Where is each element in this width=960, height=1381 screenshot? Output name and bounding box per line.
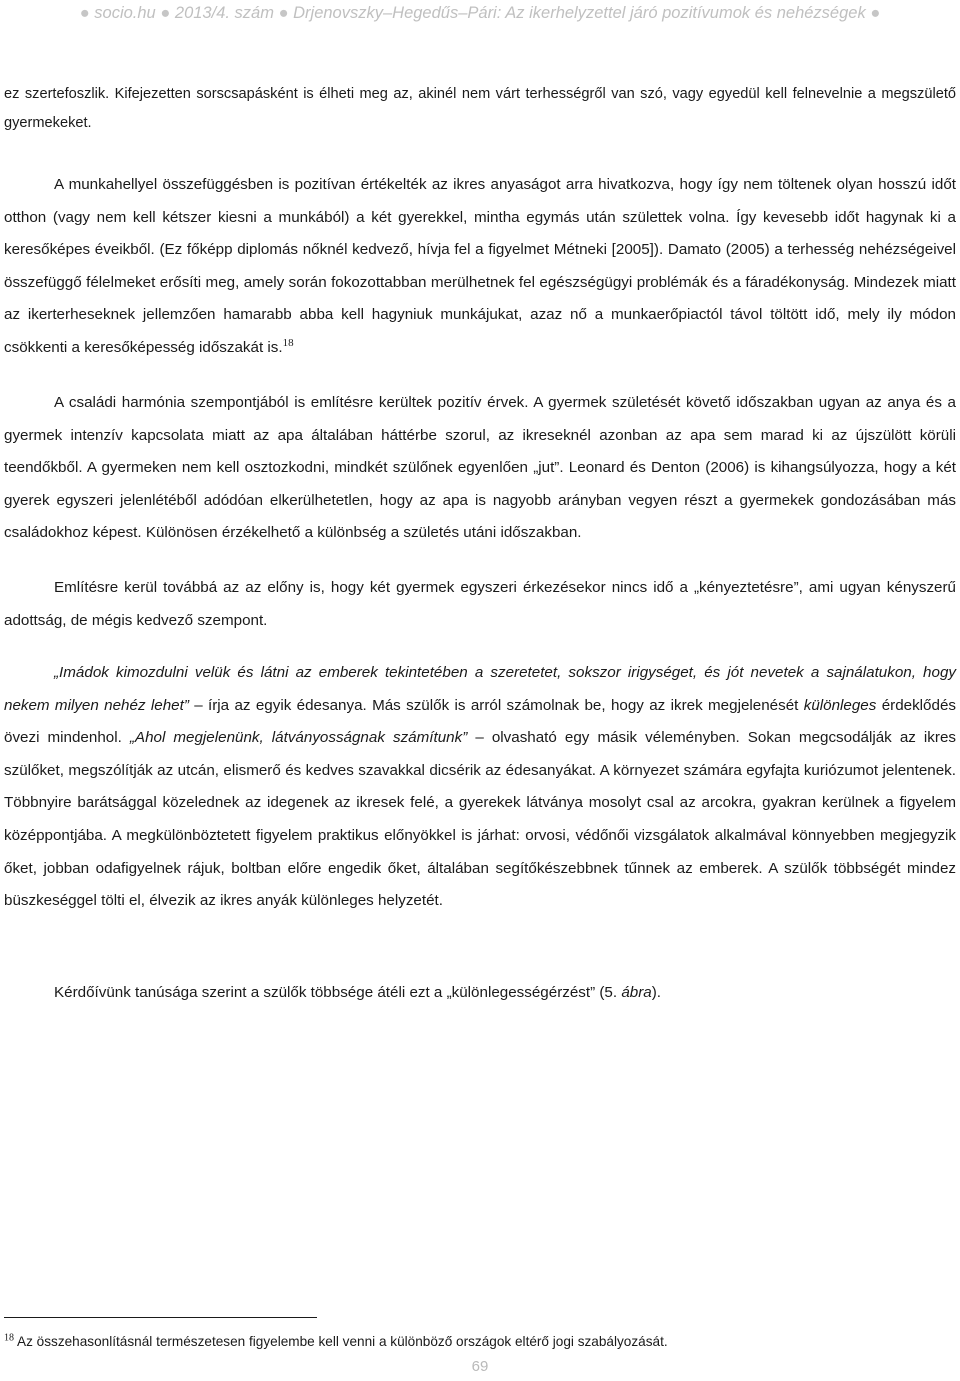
paragraph-3 bbox=[4, 387, 956, 550]
quote-other: „Ahol megjelenünk, látványosságnak számítunk” bbox=[129, 729, 468, 747]
paragraph-6-text: Kérdőívünk tanúsága szerint a szülők többsége átéli ezt a „különlegességérzést” (5. bbox=[54, 984, 622, 1001]
paragraph-5-text-3: – olvasható egy másik véleményben. Sokan megcsodálják az ikres szülőket, megszólítják az utcán, elismerő és kedves szavakkal dicsérik az édesanyákat. A környezet számára egyfajta kuriózumot jelentenek. Többnyire barátsággal közelednek az idegenek az ikresek felé, a gyerekek látványa mosolyt csal az arcokra, gyakran kerülnek a figyelem középpontjába. A megkülönböztetett figyelem praktikus előnyökkel is járhat: orvosi, védőnői vizsgálatok alkalmával könnyebben megjegyzik őket, jobban odafigyelnek rájuk, boltban előre engedik őket, általában segítőkészebbnek tűnnek az emberek. A szülők többségét mindez büszkeséggel tölti el, élvezik az ikres anyák különleges helyzetét. bbox=[4, 729, 957, 910]
header-bullet: ● bbox=[870, 4, 881, 22]
footnote-text: Az összehasonlításnál természetesen figyelembe kell venni a különböző országok eltérő jogi szabályozását. bbox=[14, 1334, 668, 1349]
paragraph-6-end: ). bbox=[651, 984, 662, 1001]
footnote-separator bbox=[4, 1317, 317, 1318]
header-article: Drjenovszky–Hegedűs–Pári: Az ikerhelyzettel járó pozitívumok és nehézségek bbox=[293, 4, 866, 22]
header-bullet: ● bbox=[160, 4, 171, 22]
footnote bbox=[4, 1334, 668, 1349]
figure-word: ábra bbox=[621, 984, 652, 1001]
paragraph-5 bbox=[4, 657, 956, 918]
paragraph-1 bbox=[4, 80, 956, 138]
paragraph-5-text-1: – írja az egyik édesanya. Más szülők is arról számolnak be, hogy az ikrek megjelenését bbox=[188, 696, 804, 714]
footnote-number: 18 bbox=[4, 1332, 14, 1344]
paragraph-5-text-2: érdeklődés övezi mindenhol. bbox=[4, 696, 956, 747]
header-issue: 2013/4. szám bbox=[174, 4, 274, 22]
page-number: 69 bbox=[471, 1358, 489, 1375]
italic-word: különleges bbox=[803, 696, 877, 714]
paragraph-4 bbox=[4, 572, 956, 637]
paragraph-1-text: ez szertefoszlik. Kifejezetten sorscsapásként is élheti meg az, akinél nem várt terhességről van szó, vagy egyedül kell felnevelnie a megszülető gyermekeket. bbox=[4, 86, 956, 131]
paragraph-2-text: A munkahellyel összefüggésben is pozitívan értékelték az ikres anyaságot arra hivatkozva, hogy így nem töltenek olyan hosszú időt otthon (vagy nem kell kétszer kiesni a munkából) a két gyerekkel, mintha egymás után születtek volna. Így kevesebb időt hagynak ki a keresőképes éveikből. (Ez főképp diplomás nőknél kedvező, hívja fel a figyelmet Métneki [2005]). Damato (2005) a terhesség nehézségeivel összefüggő félelmeket erősíti meg, amely során fokozottabban merülhetnek fel egészségügyi problémák és a fáradékonyság. Mindezek miatt az ikerterheseknek jellemzően hamarabb abba kell hagyniuk munkájukat, azaz nő a munkaerőpiactól távol töltött idő, mely ily módon csökkenti a keresőképesség időszakát is. bbox=[4, 176, 956, 356]
header-bullet: ● bbox=[79, 4, 90, 22]
paragraph-3-text: A családi harmónia szempontjából is említésre kerültek pozitív érvek. A gyermek születését követő időszakban ugyan az anya és a gyermek intenzív kapcsolata miatt az apa általában háttérbe szorul, az ikreseknél azonban az apa sem marad ki az újszülött körüli teendőkből. A gyermeken nem kell osztozkodni, mindkét szülőnek egyenlően „jut”. Leonard és Denton (2006) is kihangsúlyozza, hogy a két gyerek egyszeri jelenlétéből adódóan elkerülhetetlen, hogy az apa is nagyobb arányban vegyen részt a gyermekek gondozásában más családokhoz képest. Különösen érzékelhető a különbség a születés utáni időszakban. bbox=[4, 394, 956, 542]
paragraph-6 bbox=[4, 977, 956, 1010]
quote-mother: „Imádok kimozdulni velük és látni az emberek tekintetében a szeretetet, sokszor irigységet, és jót nevetek a sajnálatukon, hogy nekem milyen nehéz lehet” bbox=[4, 664, 956, 714]
header-bullet: ● bbox=[278, 4, 289, 22]
footnote-reference: 18 bbox=[282, 336, 294, 349]
header-site: socio.hu bbox=[94, 4, 156, 22]
paragraph-2 bbox=[4, 169, 956, 365]
paragraph-4-text: Említésre kerül továbbá az az előny is, hogy két gyermek egyszeri érkezésekor nincs idő a „kényeztetésre”, ami ugyan kényszerű adottság, de mégis kedvező szempont. bbox=[4, 579, 956, 629]
running-header bbox=[0, 4, 960, 23]
